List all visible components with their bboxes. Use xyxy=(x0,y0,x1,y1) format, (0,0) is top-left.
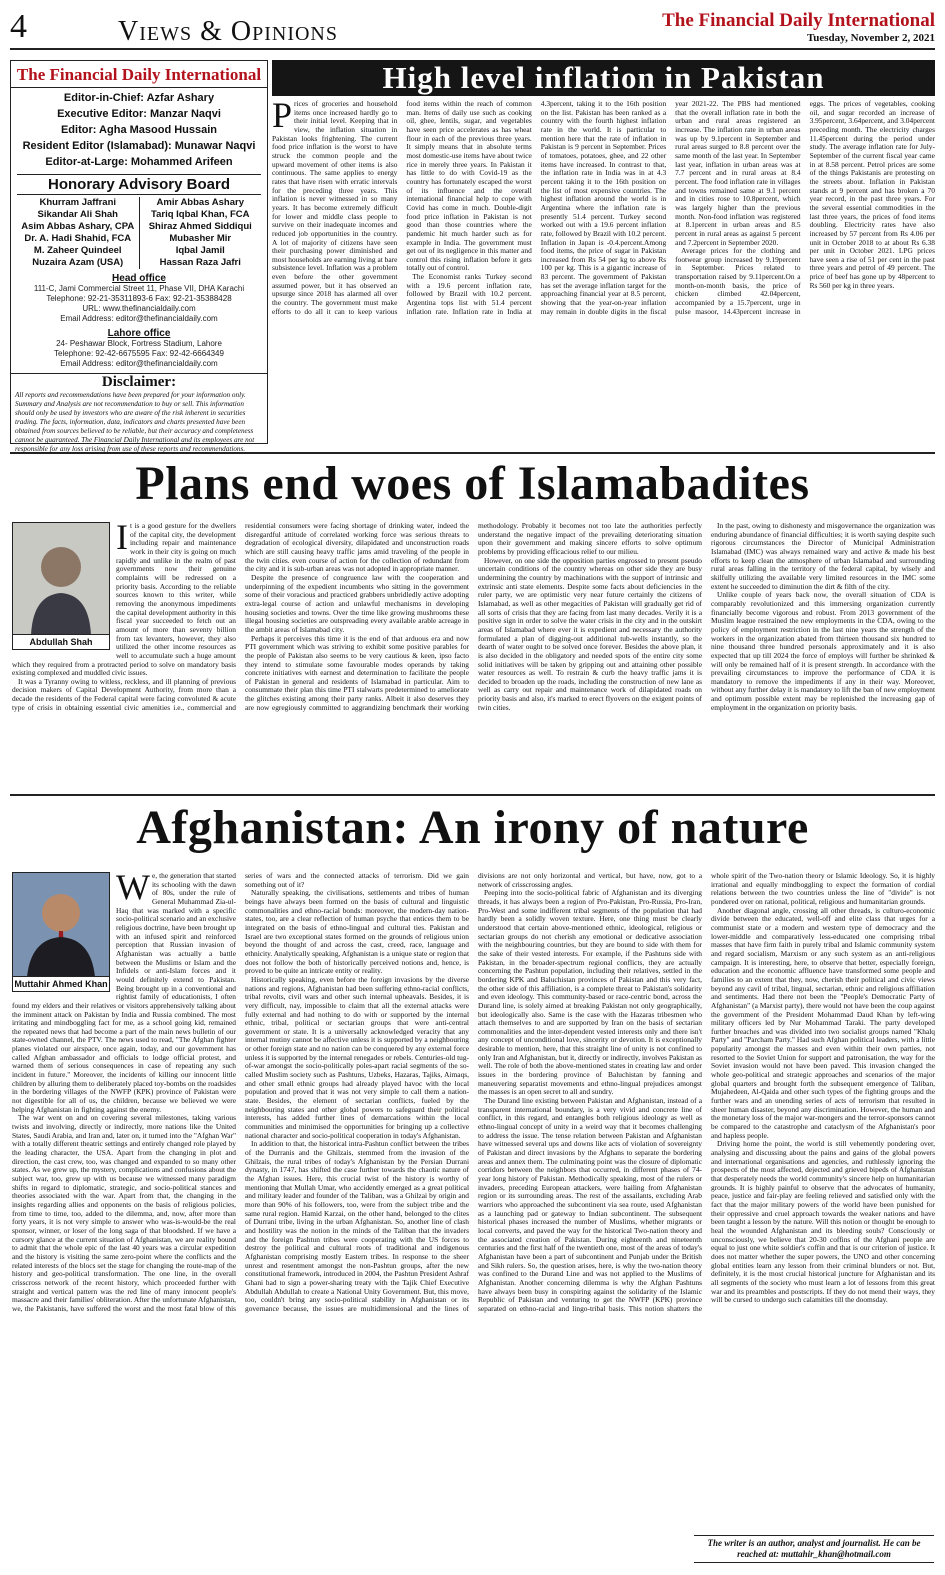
board-member: Dr. A. Hadi Shahid, FCA xyxy=(24,233,132,244)
article1-body xyxy=(12,522,935,784)
board-member: Hassan Raza Jafri xyxy=(159,257,241,268)
article-paragraph: Historically speaking, even before the foreign invasions by the diverse nations and regions, Afghanistan had been suffering ethno-racial conflicts, tribal revolts, civil wars and other such internal upheavals. Besides, it is very difficult, nay, impossible to claim that all the external attacks were fully external and had nothing to do with or supported by the internal ethnic, tribal, political or sectarian groups that were anti-central government or state. It is a universally acknowledged veracity that any internal mutiny cannot be affective unless it is supported by a neighbouring or other foreign state and no nation can be conquered by any external force unless it is supported by the internal renegades or rebels. Centuries-old tug-of-war amongst the socio-politically poles-apart racial segments of the so-called Muslim society such as Pashtuns, Uzbeks, Hazaras, Tajiks, Aimaqs, and other small ethnic groups had already played havoc with the local population and proved that it was not very simple to call them a nation-state. Besides, the element of sectarian conflicts, fueled by the neighbouring states and other global powers to safeguard their political interests, has added further lines of demarcations within the local communities and minimised the opportunities for bringing up a collective national character and socio-political cooperation in today's Afghanistan. xyxy=(245,974,469,1140)
author-name: Abdullah Shah xyxy=(13,634,109,649)
board-member: M. Zaheer Quindeel xyxy=(33,245,122,256)
editor-list xyxy=(11,88,267,172)
address-line: Email Address: editor@thefinancialdaily.com xyxy=(60,314,218,323)
article-paragraph: Peeping into the socio-political fabric of Afghanistan and its diverging threads, it has always been a region of Pro-Pakistan, Pro-Russia, Pro-Iran, Pro-West and some indifferent tribal segments of the population that had hardly been a solidly woven texture. Here, one thing must be clearly understood that certain above-mentioned ethnic, ideological, religious or sectarian groups do not cherish any emotional or dedicative association with the neighbouring countries, but they are bound to side with them for the sake of their vested interests. For example, if the Pashtuns side with Pakistan, in the broader-spectrum regional conflicts, they are actually concerning the Pashtun population, including their relatives, settled in the bordering KPK and Baluchistan provinces of Pakistan and this very fact, the other side of this affiliation, is a complete threat to Pakistan's solidarity and even ideology. This community-based or race-centric bond, across the Durand line, is solely aimed at breaking Pakistan not only geographically, but ideologically also. Same is the case with the Hazaras tribesmen who attach themselves to and are supported by Iran on the basis of sectarian commonalities and the inter-dependent vested interests only and there isn't any concept of unconditional love, sincerity or devotion. It is exceptionally desirable to mention, here, that this straight line of unity is not confined to only Iran and Afghanistan, but it, directly or indirectly, involves Pakistan as well. The role of both the above-mentioned states in creating law and order issues in the bordering province of Baluchistan by fanning and maneuvering separatist movements and ethno-lingual prejudices amongst the masses is an open secret to all and sundry. xyxy=(478,888,702,1097)
board-member: Sikandar Ali Shah xyxy=(37,209,118,220)
lahore-office-label: Lahore office xyxy=(107,328,171,339)
section-title: Views & Opinions xyxy=(118,16,338,47)
address-line: URL: www.thefinancialdaily.com xyxy=(82,304,196,313)
editor-line: Editor: Agha Masood Hussain xyxy=(60,124,218,136)
head-office-label: Head office xyxy=(112,273,166,284)
article-paragraph: The war went on and on covering several milestones, taking various twists and involving, directly or indirectly, more nations like the United States, Saudi Arabia, and Iran and, later on, it turned into the "Afghan War" with a totally different theatric settings and entirely changed role played by the leading character, the USA. Apart from the changing in plot and direction, the cast crew, too, was changed and expanded to so many other states. As we grew up, the mystery, complications and confusions about the subject war, too, grew up with us because we witnessed many paradigm shifts in regard to diplomatic, strategic, and socio-political stances and theories associated with the war. Apart from that, the changing in the insights regarding allies and opponents on the basis of religious policies, from time to time, too, added to the dilemma, and, now, after more than forty years, it is not very simple to answer who was-is-would-be the real sponsor, winner, or loser of the long saga of that bloodshed. If we have a cursory glance at the current situation of Afghanistan, we are reality bound to admit that the whole epic of the last 40 years was a circular expedition and the history is visiting the same zero-point where the conflicts and the related interests of the blocs set the stage for changing the route-map of the history and geo-political transformation. The one line, in the overall crisscross network of the recent history, which proceeded further with straight and vertical pattern was the red line of many innocent people's massacre and their families' obliteration. After the unfortunate Afghanistan, we, the Pakistanis, have suffered the worst and the most fatal blow of this series of wars and the connected attacks of terrorism. Did we gain something out of it? xyxy=(12,872,469,1313)
board-member: Tariq Iqbal Khan, FCA xyxy=(150,209,250,220)
editorial-body xyxy=(272,100,935,446)
editor-line: Editor-in-Chief: Azfar Ashary xyxy=(63,92,215,104)
board-member: Khurram Jaffrani xyxy=(39,197,117,208)
masthead-right xyxy=(662,10,935,44)
article1-headline: Plans end woes of Islamabadites xyxy=(135,457,810,510)
editor-line: Resident Editor (Islamabad): Munawar Naqvi xyxy=(22,140,256,152)
article-paragraph: Despite the presence of congruence law with the cooperation and underpinning of the expedient incumbents who sitting in the government some of their voracious and practiced grabbers unbridledly active adopting extra-legal course of action and unlawful mechanisms in developing housing societies and towns. Over the time like growing mushrooms these illegal housing societies are outspreading every available arable acreage in the ambit areas of Islamabad city. xyxy=(245,572,469,634)
disclaimer-text: All reports and recommendations have been prepared for your information only. Summary and Analysis are not recommendation to buy or sell. This information should only be used by investors who are aware of the risk inherent in securities trading. The facts, information, data, indicators and charts presented have been obtained from sources believed to be reliable, but their accuracy and completeness cannot be guaranteed. The Financial Daily International and its employees are not responsible for any loss arising from use of these reports and recommendations. xyxy=(15,391,255,453)
divider xyxy=(10,452,935,454)
editorial-paragraph: Average prices for the clothing and footwear group increased by 9.19percent in September. Prices related to transportation raised by 9.11percent.On a month-on-month basis, the price of chicken climbed 42.04percent, accompanied by a 15.7percent, urge in pulse masoor, 14.43percent increase in eggs. The prices of vegetables, cooking oil, and sugar recorded an increase of 3.95percent, 3.64percent, and 3.04percent preceding month. The electricity charges 11.45percent during the period under study. The average inflation rate for July-September of the current fiscal year came in at 8.58 percent. Petrol prices are some of the things Pakistanis are protesting on the streets about. Inflation in Pakistan stands at 9 percent and has broken a 70 year record, in the past three years. For the several essential commodities in the last three years, the prices of food items doubling. Electricity rates have also increased by 57 percent from Rs 4.06 per unit in October 2018 to at about Rs 6.38 per unit in October 2021. LPG prices have seen a rise of 51 per cent in the past three years and petrol of 49 percent. The price of beef has gone up by 48percent to Rs 560 per kg in three years. xyxy=(675,100,935,316)
photo-spacer xyxy=(12,522,116,656)
board-member: Amir Abbas Ashary xyxy=(156,197,244,208)
board-member: Mubasher Mir xyxy=(169,233,232,244)
article-paragraph: Perhaps it perceives this time it is the end of that arduous era and now PTI government which was striving to exhibit some positive parables for the people of Pakistan also seems to be very cautious & keen, ipso facto they intend to stimulate some favourable modes operands by taking concrete initiatives with earnest and determination to facilitate the people of Pakistan in general and residents of Islamabad in particular. Aim to consummate their plan this time PTI stalwarts predetermined to ameliorate the glitches existing among their party ranks. Albeit it also deserves they are now egregiously committed to aggrandizing benchmark their working methodology. Probably it becomes not too late the authorities perfectly understand the negative impact of the prevailing deteriorating situation upon their government and making sincere efforts to solve optimum problems by providing efficacious relief to our milieu. xyxy=(245,522,702,712)
issue-date: Tuesday, November 2, 2021 xyxy=(806,32,935,44)
page-number: 4 xyxy=(10,8,27,45)
photo-spacer xyxy=(12,872,116,998)
article2-headline: Afghanistan: An irony of nature xyxy=(136,801,809,854)
page-header xyxy=(10,6,935,50)
editorial-paragraph: Prices of groceries and household items once increased hardly go to their initial level. Keeping that in view, the inflation situation in Pakistan looks frightening. The current food price inflation is the worst to have struck the common people and the upward movement of other items is also continuous. The same applies to energy rates that have risen with erratic intervals for the preceding three years. This inflation is never witnessed in so many years. It has become extremely difficult for lower and middle class people to survive on their inadequate incomes and reduced job opportunities in the country. A lot of majority of citizens have seen their purchasing power diminished and most households are earning living at bare subsistence level. Inflation was a problem even before the other government assumed power, but it has observed an upsurge since 2018 has alarmed all over the country. The government must make efforts to do all it can to keep various food items within the reach of common man. Items of daily use such as cooking oil, ghee, lentils, sugar, and vegetables have seen price accelerates as has wheat flour in each of the previous three years. It simply means that in absolute terms most domestic-use items have about twice rice in merely three years. In Pakistan it has little to do with Covid-19 as the country has fortunately escaped the worst of its influence and the overall international financial help to cope with Covid has come in much. Double-digit food price inflation in Pakistan is not good than those countries where the pandemic hit much harder such as for example in India. The government must get out of its negligence in this matter and control this rising inflation before it gets totally out of control. xyxy=(272,100,532,316)
editorial-paragraph: The Economist ranks Turkey second with a 19.6 percent inflation rate, followed by Brazil with 10.2 percent. Argentina tops list with 51.4 percent inflation rate. Inflation rate in India at 4.3percent, taking it to the 16th position on the list. Pakistan has been ranked as a country with the fourth highest inflation rate in the world. It is particular to mention here that the rate of inflation in Pakistan is 9 percent in September. Prices of tomatoes, potatoes, ghee, and 22 other items have increased. In contrast to that, the inflation rate in India was in at 4.3 percent taking it to the 16th position on the list of most expensive countries. The highest inflation around the world is in Argentina where the inflation rate is presently 51.4 percent. Turkey second worked out with a 19.6 percent inflation rate, followed by Brazil with 10.2 percent. Inflation in Japan is -0.4.percent.Among food items, the price of sugar in Pakistan increased from Rs 54 per kg to above Rs 100 per kg. This is a gigantic increase of 83 percent. The government of Pakistan has set the average inflation target for the approaching financial year at 8.5 percent, showing that the year-on-year inflation may remain in double digits in the fiscal year 2021-22. The PBS had mentioned that the overall inflation rate in both the urban and rural areas registered an increase. The inflation rate in urban areas was up by 9.1percent in September and rural areas surged to 8.8 percent over the same month of the last year. In September last year, inflation in urban areas was at 7.7 percent and in rural areas at 8.4 percent. The food inflation rate in villages and towns remained same at 9.1 percent and in cities rose to 10.8percent, which was largely higher than the previous month. Non-food inflation was registered at 8.1percent in urban areas and 8.5 percent in rural areas as against 5 percent and 7.2percent in September 2020. xyxy=(406,100,801,316)
article-paragraph: It was a Tyranny owing to witless, reckless, and ill planning of previous decision makers of Capital Development Authority, from more than a decade the residents of the Federal capital were facing convoluted & acute type of crisis in obtaining essential civic amenities i.e., commercial and residential consumers were facing shortage of drinking water, indeed the disregardful attitude of correlated working force was serious threats to degradation of ecological diversity, dilapidated and unconstruction roads which are still causing heavy traffic jams amid traveling of the people in the twin cities. even course of action for the collection of redundant from the city and it is sub-urban areas was not adopted in appropriate manner. xyxy=(12,522,469,712)
lahore-office-address xyxy=(11,339,267,369)
masthead-name: The Financial Daily International xyxy=(662,10,935,31)
article-paragraph: It is a good gesture for the dwellers of the capital city, the development including repair and maintenance work in their city is going on much rapidly and unlike in the realm of past governments now their genuine complaints will be redressed on a priority basis. According to the reliable sources known to this writer, while removing the anonymous impediments the capital development authority in this fiscal year succeeded to fetch out an amount of more than seventy billion from tax levanters, however, they also utilized the other income resources as well to accumulate such a huge amount which they required from a protracted period to solve on mandatory basis existing complexed and muddled civic issues. xyxy=(12,522,236,678)
editorial-headline: High level inflation in Pakistan xyxy=(272,60,935,96)
article-paragraph: Naturally speaking, the civilisations, settlements and tribes of human beings have always been formed on the basis of cultural and linguistic commonalities and ethno-racial bonds: moreover, the modern-day nation-states, too, are a clear reflection of human psyche that entices them to be integrated on the basis of ethno-lingual and cultural ties. Pakistan and Israel are two exceptional states formed on the grounds of religious union beyond the thought of and across the cast, creed, race, language and ethnicity. Analytically speaking, Afghanistan is a unique state or region that does not follow the both of historically perceived notions and, hence, is proved to be quite an intricate entity or reality. xyxy=(245,888,469,976)
board-member: Nuzaira Azam (USA) xyxy=(32,257,124,268)
article-paragraph: In addition to that, the historical intra-Pashtun conflict between the tribes of the Durranis and the Ghilzais, stemmed from the invasion of the Ghilzais, the rural tribes of today's Afghanistan by the Persian Durrani dynasty, in 1747, has shifted the case further towards the chaotic nature of the Afghan issues. Here, this crucial twist of the history is worthy of mentioning that Mullah Umar, who accidently emerged as a great political and military leader and founder of the Taliban, was a Ghilzai by origin and more than 90% of his followers, too, were from the subject tribe and the same rural region. Hamid Karzai, on the other hand, belonged to the clites of Durrani tribe, living in the urban Afghanistan. So, another line of clash and hostility was the notion in the minds of the Taliban that the invaders and the foreign Pashtun tribes were cooperating with the US forces to destroy the political and cultural roots of traditional and indigenous Afghanistan comprising mostly Eastern tribes. In response to the sheer unrest and resentment amongst the non-Pashtun groups, after the new constitutional framework, introduced in 2004, the Pashtun President Ashraf Ghani had to sign a power-sharing treaty with the Tajik Chief Executive Abdullah Abdullah to create a National Unity Government. But, this move, too, couldn't bring any socio-political stability in Afghanistan or its governance because, the issues are multidimensional and the lines of divisions are not only horizontal and vertical, but have, now, got to a network of crisscrossing angles. xyxy=(245,872,702,1313)
board-member: Iqbal Jamil xyxy=(175,245,225,256)
advisory-board xyxy=(17,197,261,269)
address-line: 24- Peshawar Block, Fortress Stadium, Lahore xyxy=(56,339,222,348)
board-member: Shiraz Ahmed Siddiqui xyxy=(148,221,252,232)
article-paragraph: We, the generation that started its schooling with the dawn of 80s, under the rule of General Muhammad Zia-ul-Haq that was marked with a specific socio-political scenario and an exclusive religious doctrine, have been brought up with an infused spirit and reinforced perception that Russian invasion of Afghanistan was actually a battle between the Muslims or Islam and the Infidels or anti-Islam forces and it would definitely extend to Pakistan. Being brought up in a conventional and rightist family of educationists, I often found my elders and their relatives or visitors apprehensively talking about the imminent attack on Pakistan by India and Russia combined. The most irritating and mindboggling fact for me, as a school going kid, remained the repeated news that had become a part of the main news bulletin of our state-owned channel, the PTV. The news used to read, "The Afghan fighter planes violated our airspace, once again, today, and our government has called Afghan ambassador and officials to lodge official protest, and warned them of serious consequences in case of repeating any such incident in future." Moreover, the incidents of killing our innocent little children by alluring them to deliberately placed toy-bombs on the roadsides in the bordering villages of the NWFP (KPK) province of Pakistan were not digestible for all of us, the children, because we believed we were helping Afghanistan in fighting against the enemy. xyxy=(12,872,236,1114)
article-paragraph: However, on one side the opposition parties engrossed to present pseudo uncertain conditions of the country whereas on other side they are busy undermining the country by machinations with the support of intrinsic and extrinsic anti state elements. Despite some facts about deficiencies in the ruler party, we are optimistic very near future certainly the citizens of Islamabad, as well as other megacities of Pakistan will gradually get rid of all sorts of crisis that they are facing from last many decades. Verily it is a positive sign in order to solve the water crisis in the city and in the outskirt areas of Islamabad where ever it is expedient and necessary the authority formulated a plan of digging-out additional tub-wells instantly, so the dearth of water ought to be solved once forever. Besides the above plan, it is also decided in the obligatory and needed spots of the entire city some solid initiatives will be taken by gripping out and attaining other possible water resources as well. To restrain & curb the heavy traffic jams it is decided to broaden up the roads, including the construction of new lane as well as carry out repair and maintenance work of dilapidated roads on priority basis and also, it's marked to erect flyovers on the exigent points of twin cities. xyxy=(478,555,702,712)
article-paragraph: Another diagonal angle, crossing all other threads, is culturo-economic divide between the educated, well-off and elite class that urges for a communist state or a modern and western type of democracy and the lower-middle and comparatively less-educated one comprising tribal masses that have firm faith in purely tribal and Islamic community system and regard socialism, Marxism or any such system as an anti-religious campaign. It is interesting, here, to observe that better, especially foreign, education and the economic affluence have transformed some people and families to an extent that they, now, cherish their political and civic views beyond any cavil of tribal, lingual, sectarian, ethnic and religious affiliation and sentiments. Had there not been the "People's Democratic Party of Afghanistan" (a Marxist party), there would not have been the coup against the government of the President Mohammad Daud Khan by left-wing military officers led by Nur Mohammad Taraki. The party developed further breaches and was divided into two socialist groups named "Khalq Party" and "Parcham Party." Had such Afghan political leaders, with a little popularity amongst the masses and even within their own parties, not resorted to the Soviet Union for support and patronisation, the way for the Soviet invasion would not have been paved. This invasion changed the whole geo-political and strategic approaches and scenarios of the major global quarters and brought forth the subsequent emergence of Taliban, Mujahedeen, Al-Qaida and other such types of the fighting groups and the further wars and an unending series of acts of terrorism that resulted in sheer human disaster, beyond any discrimination. However, the human and the monetary loss of the major war-mongers and the terror-sponsors cannot be compared to the catastrophe and cataclysm of the Afghanistan's poor and hapless people. xyxy=(711,905,935,1140)
editor-line: Editor-at-Large: Mohammed Arifeen xyxy=(45,156,233,168)
board-member: Asim Abbas Ashary, CPA xyxy=(21,221,135,232)
staff-box-title: The Financial Daily International xyxy=(11,61,267,88)
address-line: Telephone: 92-42-6675595 Fax: 92-42-6664349 xyxy=(54,349,224,358)
advisory-board-left xyxy=(17,197,140,269)
author-note: The writer is an author, analyst and journalist. He can be reached at: muttahir_khan@hotmail.com xyxy=(694,1535,934,1563)
staff-box xyxy=(10,60,268,453)
article-paragraph: Unlike couple of years back now, the overall situation of CDA is comparably revolutionized and this immersing organization currently financially become vigorous and robust. From 2013 government of the Muslim league restrained the new employments in the CDA, owing to the policy of employment restriction in the last nine years the strength of the workers in the organization abated from thirteen thousand six hundred to nine thousand three hundred personals approximately and it is also expected that up till 2024 the force of employs will further be shrinked & will only be remained half of it is present strength. In accordance with the prevailing circumstances to improve the performance of CDA it is mandatory to remove the impediments if any in their way. Moreover, without any further delay it is mandatory to lift the ban of new employment and optimum possible extent may be replenished the increasing gap of employment in the organization on priority basis. xyxy=(711,590,935,712)
article-paragraph: The Durand line existing between Pakistan and Afghanistan, instead of a transparent international boundary, is a very vivid and concrete line of conflict, in this regard, and entangles both religious ideology as well as ethno-lingual concept of unity in a weird way that it becomes challenging to address the issue. The tense relation between Pakistan and Afghanistan have witnessed several ups and downs like acts of violation of sovereignty of Pakistan and direct invasions by the Afghans to separate the bordering areas and annex them. The culminating point was the closure of diplomatic corridors between the neighbors that occurred, in different phases of 74-year long history of Pakistan. Methodically speaking, most of the rulers or invaders, preceding European attackers, were hailing from Afghanistan region or its surrounding areas. The rest of the assailants, excluding Arab warriors who approached the subcontinent via sea route, used Afghanistan as a launching pad or gateway to Indian subcontinent. The subsequent historical phases increased the number of Muslims, whether migrants or local converts, and paved the way for the historical Two-nation theory and the associated creation of Pakistan. During eighteenth and nineteenth centuries and the first half of the twentieth one, most of the areas of today's Afghanistan have been a part of subcontinent and Punjab under the British and Sikh rulers. So, the question arises, here, is why the two-nation theory was confined to the Durand Line and was not applied to the Muslims of Afghanistan. Another concerning dilemma is why the Afghan Pashtuns have always been busy in conspiring against the solidarity of the Islamic Republic of Pakistan and venturing to get the NWFP (KPK) province separated on ethno-racial and lingo-tribal basis. This notion shatters the whole spirit of the Two-nation theory or Islamic Ideology. So, it is highly irrational and equally mindboggling to expect the formation of cordial relations between the two countries unless the line of "divide" is not pondered over on rational, political, religious and humanitarian grounds. xyxy=(478,872,935,1313)
advisory-board-heading: Honorary Advisory Board xyxy=(17,174,261,195)
head-office-address xyxy=(11,284,267,324)
advisory-board-right xyxy=(140,197,262,269)
disclaimer-title: Disclaimer: xyxy=(11,373,267,391)
article2-body xyxy=(12,872,935,1530)
address-line: Telephone: 92-21-35311893-6 Fax: 92-21-35388428 xyxy=(46,294,232,303)
article-paragraph: In the past, owing to dishonesty and misgovernance the organization was enduring abundance of financial difficulties; it is worth saying despite such rigorous circumstances the Director of Municipal Administration Islamabad (IMC) was always remained wary and active & made his best efforts to keep clean the atmosphere of urban Islamabad and surrounding rural areas falling in the territory of the federal capital, by wisely and skilfully utilizing the available very limited resources in the IMC some extent he succeeded to diminution the dirt & filth of the city. xyxy=(711,522,935,591)
article-paragraph: Driving home the point, the world is still vehemently pondering over, analysing and discussing about the pains and gains of the global powers and international organisations and agencies, and ruthlessly ignoring the prospects of the most affected, dejected and grieved bipeds of Afghanistan that desperately needs the world community's sincere help on humanitarian grounds. It is highly painful to observe that the advocates of humanity, peace, justice and fair-play are feeling relieved and satisfied only with the fact that the major military powers of the world have been punished for their oppressive and cruel approach towards the weaker nations and have been taught a lesson by the nature. Will this notion or thought be enough to heal the wounded Afghanistan and its bleeding souls? Consciously or unconsciously, we believe that 20-30 coffins of the Afghani people are equal to just one white soldier's coffin and that is our criterion of justice. It does not matter whether the super powers, the UNO and other concerning global entities learn any lesson from their criminal blunders or not. But, definitely, it is the most crucial historical juncture for Afghanistan and its all segments of the society who must learn a lot of lessons from this great war and its preambles and postscripts. If they do not mend their ways, they will be cursed to undergo such calamities till the doomsday. xyxy=(711,1139,935,1305)
author-name: Muttahir Ahmed Khan xyxy=(13,976,109,991)
divider xyxy=(10,794,935,796)
address-line: Email Address: editor@thefinancialdaily.com xyxy=(60,359,218,368)
editor-line: Executive Editor: Manzar Naqvi xyxy=(57,108,221,120)
address-line: 111-C, Jami Commercial Street 11, Phase VII, DHA Karachi xyxy=(33,284,245,293)
